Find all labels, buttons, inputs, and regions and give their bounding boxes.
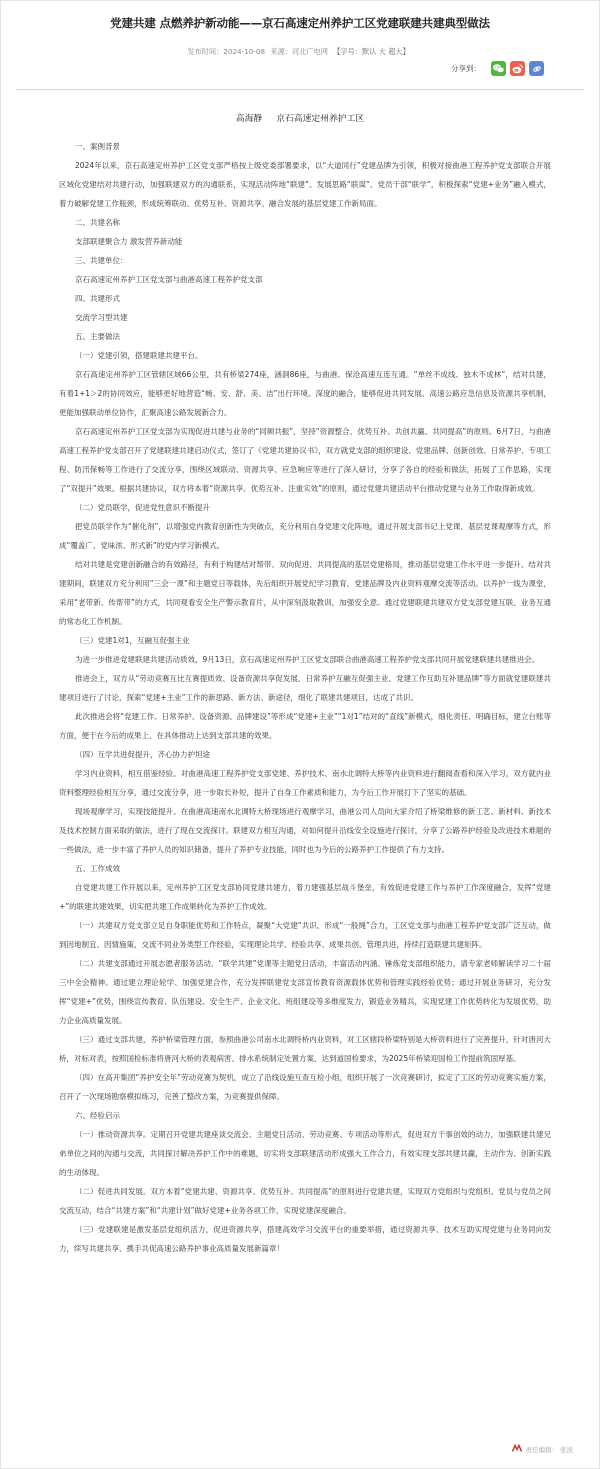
paragraph: 学习内业资料，相互借鉴经验。对曲港高速工程养护党支部党建、养护技术、南水北调特大桥等内业资料进行翻阅查看和深入学习，双方就内业资料整理经验相互分享，通过交流分享，进一步取长补短，提升了自身工作素质和能力，为今后工作开展打下了坚实的基础。 [59,769,551,797]
paragraph: 为进一步推进党建联建共建活动质效，9月13日，京石高速定州养护工区党支部联合曲港高速工程养护党支部共同开展党建联建共建推进会。 [75,655,540,664]
subsection-heading: （四）互学共进促提升，齐心协力护坦途 [75,750,210,759]
paragraph: 京石高速定州养护工区党支部与曲港高速工程养护党支部 [75,275,263,284]
weibo-icon[interactable] [510,61,525,76]
editor-footer [512,1444,574,1454]
section-heading: 五、主要做法 [75,332,120,341]
paragraph: 京石高速定州养护工区党支部为实现促进共建与业务的“同频共振”，坚持“资源整合、优势互补、共创共赢、共同提高”的原则。6月7日，与曲港高速工程养护党支部召开了党建联建共建启动仪式，签订了《党建共建协议书》，双方就党支部的组织建设、党建品牌、创新创效、日常养护、专项工程、防汛保畅等工作进行了交流分享，围绕区域联动、资源共享、应急响应等进行了深入研讨，分享了各自的经验和做法，拓展了工作思路，实现了“双提升”效果。根据共建协议，双方将本着“资源共享、优势互补、注重实效”的原则，通过党建共建活动平台推动党建与业务工作取得新成效。 [59,427,551,493]
paragraph: 交流学习型共建 [75,313,128,322]
paragraph: （二）共建支部通过开展志愿者服务活动、“联学共建”党课等主题党日活动，丰富活动内涵、锤炼党支部组织能力，请专家老师解读学习二十届三中全会精神。通过建立理论轮学、加强党建合作，充分发挥联建党支部宣传教育资源载体优势和管理实践经验优势；通过开展业务研习，充分发挥“党建+”优势，围绕宣传教育、队伍建设、安全生产、企业文化、班组建设等多维度发力，锻造业务精兵，实现党建工作优势转化为发展优势，助力企业高质量发展。 [59,959,551,1025]
editor-name: 张波 [560,1445,573,1454]
section-heading: 六、经验启示 [75,1111,120,1120]
share-label: 分享到： [451,64,481,73]
paragraph: （三）党建联建是激发基层党组织活力，促进资源共享，搭建高效学习交流平台的重要举措，通过资源共享、技术互助实现党建与业务同向发力，续写共建共享、携手共促高速公路养护事业高质量发展新篇章！ [59,1225,551,1253]
paragraph: （一）共建双方党支部立足自身职能优势和工作特点，凝聚“大党建”共识、形成“一般绳”合力，工区党支部与曲港工程养护党支部广泛互动，做到因地制宜、因情施策，交流不同业务类型工作经验，实现理论共学、经验共享、成果共创、管理共进，持续打造联建共建矩阵。 [59,921,551,949]
article-meta [1,47,599,57]
author-line [1,111,599,124]
paragraph: （二）促进共同发展。双方本着“党建共建、资源共享、优势互补、共同提高”的原则进行党建共建，实现双方党组织与党组织、党员与党员之间交流互动，结合“共建方案”和“共建计划”做好党建+业务各项工作，实现党建深度融合。 [59,1187,551,1215]
paragraph: （三）通过支部共建，养护桥梁管理方面，参照曲港公司南水北调特桥内业资料，对工区辖段桥梁特别是大桥资料进行了完善提升，针对唐河大桥，对标对表，按照国检标准将唐河大桥的表观病害、排水系统制定处置方案，达到道国检要求，为2025年桥梁迎国检工作提前筑固厚基。 [59,1035,551,1063]
author-name: 高海静 [235,114,263,124]
section-heading: 三、共建单位： [75,256,128,265]
subsection-heading: （三）党建1对1，互融互促强主业 [75,636,190,645]
paragraph: 自党建共建工作开展以来，定州养护工区党支部协同党建共建方，着力建强基层战斗堡垒，有效促进党建工作与养护工作深度融合，发挥“党建+”的联建共建效果，切实把共建工作成果转化为养护工作成效。 [59,883,551,911]
paragraph: （四）在高开集团“养护安全年”劳动竞赛为契机，成立了沿线设施互查互检小组，组织开展了一次竞赛研讨，拟定了工区的劳动竞赛实施方案，召开了一次现场勘察模拟练习，完善了整改方案，为竞赛提供保障。 [59,1073,551,1101]
paragraph: 结对共建是党建创新融合的有效路径，有利于构建结对帮带、双向促进、共同提高的基层党建格局，推动基层党建工作水平进一步提升。结对共建期间，联建双方充分利用“三会一课”和主题党日等载体，先后组织开展党纪学习教育、党建品牌及内业资料观摩交流等活动。以养护一线为课堂，采用“老带新、传帮带”的方式，共同观看安全生产警示教育片，从中深刻汲取教训，加强安全意。通过党建联建共建双方党支部党建互联、业务互通的常态化工作机制。 [59,560,551,626]
paragraph: 把党员联学作为“催化剂”，以增强党内教育创新性为突破点，充分利用自身党建文化阵地，通过开展支部书记上党课、基层党课观摩等方式，形成“覆盖广、党味浓、形式新”的党内学习新模式。 [59,522,551,550]
divider [16,89,584,90]
paragraph: 现场观摩学习，实现技能提升。在曲港高速南水北调特大桥现场进行观摩学习，曲港公司人员向大家介绍了桥梁维修的新工艺、新材料、新技术及技术控制方面采取的做法，进行了现在交流探讨。联建双方相互沟通，对如何提升沿线安全设施进行探讨，分享了公路养护经验及改进技术难题的一些做法，进一步丰富了养护人员的知识储备，提升了养护专业技能，同时也为今后的公路养护工作提供了有力支持。 [59,807,551,854]
section-heading: 二、共建名称 [75,218,120,227]
author-unit: 京石高速定州养护工区 [276,114,365,124]
subsection-heading: （一）党建引领，搭建联建共建平台。 [75,351,203,360]
paragraph: 2024年以来，京石高速定州养护工区党支部严格按上级党委部署要求，以“大道同行”党建品牌为引领，积极对接曲港工程养护党支部联合开展区域化党建结对共建行动，加强联建双方的沟通联系，实现活动阵地“联建”、发展思路“联谋”、党员干部“联学”，积极探索“党建+业务”融入模式，着力破解党建工作瓶颈，形成统筹联动、优势互补、资源共享、融合发展的基层党建工作新局面。 [59,161,551,208]
paragraph: 推进会上，双方从“劳动竞赛互比互赛提质效、设备资源共享促发展、日常养护互融互促强主业、党建工作互助互补建品牌”等方面就党建联建共建项目进行了讨论，探索“党建+主业”工作的新思路、新方法、新途径，细化了联建共建项目，达成了共识。 [59,674,551,702]
paragraph: （一）推动资源共享。定期召开党建共建座谈交流会、主题党日活动、劳动竞赛、专项活动等形式，促进双方干事创效的动力，加强联建共建兄弟单位之间的沟通与交流，共同探讨解决养护工作中的难题，切实将支部联建活动形成强大工作合力，有效实现支部共建共赢，主动作为、创新实践的生动体现。 [59,1130,551,1177]
section-heading: 四、共建形式 [75,294,120,303]
paragraph: 此次推进会将“党建工作、日常养护、设备资源、品牌建设”等形成“党建+主业”“1对1”结对的“直线”新模式，细化责任、明确目标，建立台账等方面，便于在今后的成果上、在具体推动上达到支部共建的效果。 [59,712,551,740]
subsection-heading: （二）党员联学，促进党性意识不断提升 [75,503,210,512]
link-icon[interactable] [529,61,544,76]
font-size-options[interactable]: 【字号：默认 大 超大】 [333,47,410,56]
wechat-icon[interactable] [491,61,506,76]
publish-time: 发布时间：2024-10-08 [187,47,266,56]
editor-logo-icon [512,1444,522,1454]
paragraph: 支部联建聚合力 激发营养新动能 [75,237,183,246]
paragraph: 京石高速定州养护工区管辖区域66公里，共有桥梁274座，涵洞86座，与曲港、保沧高速互连互通。“单丝不成线、独木不成林”，结对共建，有着1+1＞2的协同效应，能够更好地营造“畅、安、舒、美、洁”出行环境。深度的融合，能够促进共同发展、高速公路应急信息及资源共享机制，更能加强联动单位协作，汇聚高速公路发展新合力。 [59,370,551,417]
share-bar [451,61,544,76]
article-body [59,137,551,1258]
article-title: 党建共建 点燃养护新动能——京石高速定州养护工区党建联建共建典型做法 [110,16,490,30]
source: 来源：河北广电网 [270,47,328,56]
section-heading: 五、工作成效 [75,864,120,873]
editor-label: 责任编辑： [525,1445,558,1454]
section-heading: 一、案例背景 [75,142,120,151]
